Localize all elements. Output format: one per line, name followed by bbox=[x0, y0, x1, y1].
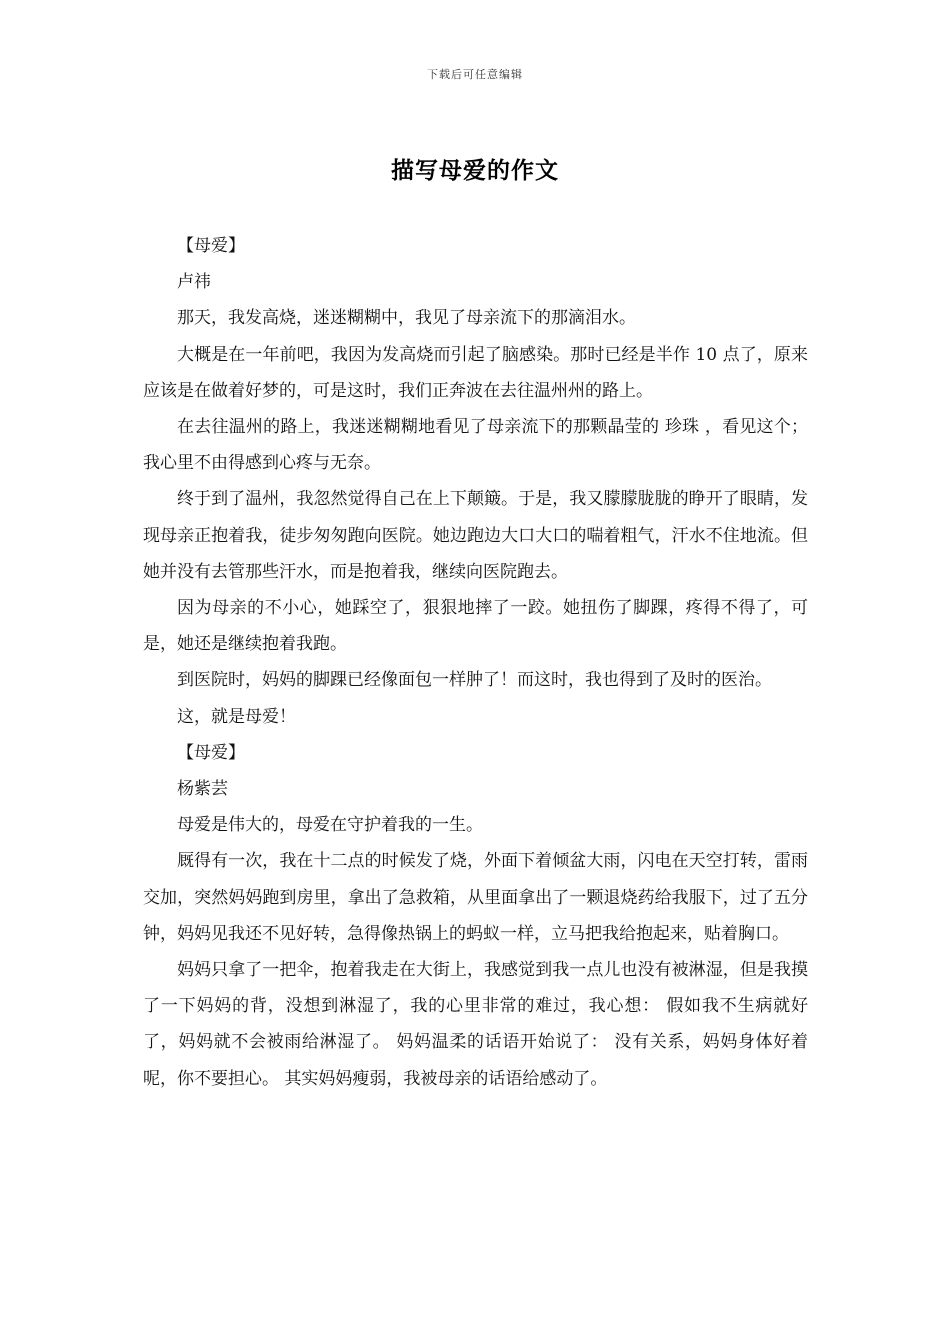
paragraph: 那天，我发高烧，迷迷糊糊中，我见了母亲流下的那滴泪水。 bbox=[177, 308, 636, 329]
paragraph: 终于到了温州，我忽然觉得自己在上下颠簸。于是，我又朦朦胧胧的睁开了眼睛，发现母亲正抱着我，徒步匆匆跑向医院。她边跑边大口大口的喘着粗气，汗水不住地流。但她并没有去管那些汗水，而是抱着我，继续向医院跑去。 bbox=[143, 489, 808, 582]
document-title: 描写母爱的作文 bbox=[391, 157, 559, 184]
paragraph: 在去往温州的路上，我迷迷糊糊地看见了母亲流下的那颗晶莹的 珍珠 ，看见这个；我心里不由得感到心疼与无奈。 bbox=[143, 417, 808, 474]
author-name: 杨紫芸 bbox=[177, 779, 228, 800]
section-heading: 【母爱】 bbox=[177, 742, 245, 763]
section-heading: 【母爱】 bbox=[177, 236, 245, 256]
paragraph: 厩得有一次，我在十二点的时候发了烧，外面下着倾盆大雨，闪电在天空打转，雷雨交加，突然妈妈跑到房里，拿出了急救箱，从里面拿出了一颗退烧药给我服下，过了五分钟，妈妈见我还不见好转，急得像热锅上的蚂蚁一样，立马把我给抱起来，贴着胸口。 bbox=[143, 851, 808, 944]
paragraph: 到医院时，妈妈的脚踝已经像面包一样肿了！而这时，我也得到了及时的医治。 bbox=[177, 670, 772, 691]
paragraph: 因为母亲的不小心，她踩空了，狠狠地摔了一跤。她扭伤了脚踝，疼得不得了，可是，她还是继续抱着我跑。 bbox=[143, 598, 808, 655]
author-name: 卢祎 bbox=[177, 272, 211, 293]
header-note: 下载后可任意编辑 bbox=[427, 68, 523, 81]
paragraph: 妈妈只拿了一把伞，抱着我走在大街上，我感觉到我一点儿也没有被淋湿，但是我摸了一下妈妈的背，没想到淋湿了，我的心里非常的难过，我心想： 假如我不生病就好了，妈妈就不会被雨给淋湿了。 妈妈温柔的话语开始说了： 没有关系，妈妈身体好着呢，你不要担心。 其实妈妈瘦弱，我被母亲的话语给感动了。 bbox=[143, 960, 808, 1089]
paragraph: 母爱是伟大的，母爱在守护着我的一生。 bbox=[177, 815, 483, 836]
document-body bbox=[143, 228, 808, 1097]
paragraph: 这，就是母爱！ bbox=[177, 706, 296, 727]
paragraph: 大概是在一年前吧，我因为发高烧而引起了脑感染。那时已经是半作 10 点了，原来应该是在做着好梦的，可是这时，我们正奔波在去往温州州的路上。 bbox=[143, 344, 808, 401]
